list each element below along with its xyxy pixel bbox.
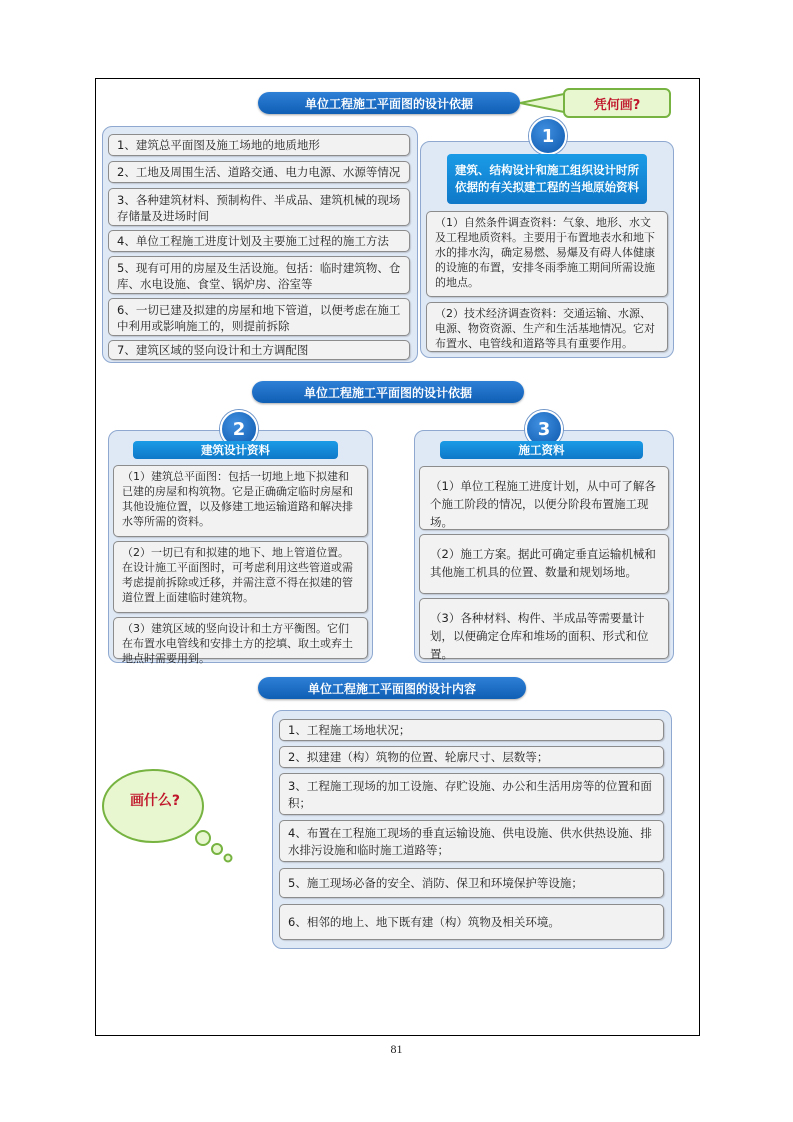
group-3-heading: 施工资料 [440,441,643,459]
section-title-basis-2: 单位工程施工平面图的设计依据 [252,381,524,403]
content-list-item-4: 4、布置在工程施工现场的垂直运输设施、供电设施、供水供热设施、排水排污设施和临时施工道路等； [279,820,664,862]
callout-how-to-draw: 凭何画? [563,88,671,118]
thought-cloud-icon [98,758,238,878]
group-2-heading: 建筑设计资料 [133,441,338,459]
callout-pointer [520,92,566,114]
group-3-item-2: （2）施工方案。据此可确定垂直运输机械和其他施工机具的位置、数量和规划场地。 [419,534,669,594]
group-1-item-1: （1）自然条件调查资料：气象、地形、水文及工程地质资料。主要用于布置地表水和地下水的排水沟，确定易燃、易爆及有碍人体健康的设施的布置，安排冬雨季施工期间所需设施的地点。 [426,211,668,297]
left-list-item-3: 3、各种建筑材料、预制构件、半成品、建筑机械的现场存储量及进场时间 [108,188,410,226]
content-list-item-2: 2、拟建建（构）筑物的位置、轮廓尺寸、层数等； [279,746,664,768]
left-list-item-4: 4、单位工程施工进度计划及主要施工过程的施工方法 [108,230,410,252]
content-list-item-1: 1、工程施工场地状况； [279,719,664,741]
content-list-item-6: 6、相邻的地上、地下既有建（构）筑物及相关环境。 [279,904,664,940]
group-1-item-2: （2）技术经济调查资料：交通运输、水源、电源、物资资源、生产和生活基地情况。它对布置水、电管线和道路等具有重要作用。 [426,302,668,352]
group-1-number-badge: 1 [529,117,567,155]
group-3-item-1: （1）单位工程施工进度计划，从中可了解各个施工阶段的情况，以便分阶段布置施工现场。 [419,466,669,530]
page-number: 81 [390,1042,403,1056]
group-3-item-3: （3）各种材料、构件、半成品等需要量计划，以便确定仓库和堆场的面积、形式和位置。 [419,598,669,659]
left-list-item-5: 5、现有可用的房屋及生活设施。包括：临时建筑物、仓库、水电设施、食堂、锅炉房、浴室等 [108,256,410,294]
content-list-item-3: 3、工程施工现场的加工设施、存贮设施、办公和生活用房等的位置和面积； [279,773,664,815]
left-list-item-2: 2、工地及周围生活、道路交通、电力电源、水源等情况 [108,161,410,183]
group-1-heading: 建筑、结构设计和施工组织设计时所依据的有关拟建工程的当地原始资料 [447,154,647,204]
section-title-basis-1: 单位工程施工平面图的设计依据 [258,92,520,114]
group-3-number-badge: 3 [525,410,563,448]
content-list-item-5: 5、施工现场必备的安全、消防、保卫和环境保护等设施； [279,868,664,898]
group-2-number-badge: 2 [220,410,258,448]
group-2-item-2: （2）一切已有和拟建的地下、地上管道位置。在设计施工平面图时，可考虑利用这些管道或需考虑提前拆除或迁移，并需注意不得在拟建的管道位置上面建临时建筑物。 [113,541,368,613]
left-list-item-6: 6、一切已建及拟建的房屋和地下管道，以便考虑在施工中利用或影响施工的，则提前拆除 [108,298,410,336]
left-list-item-7: 7、建筑区域的竖向设计和土方调配图 [108,340,410,360]
group-2-item-3: （3）建筑区域的竖向设计和土方平衡图。它们在布置水电管线和安排土方的挖填、取土或弃土地点时需要用到。 [113,617,368,659]
section-title-content: 单位工程施工平面图的设计内容 [258,677,526,699]
callout-what-to-draw: 画什么? [129,793,181,809]
left-list-item-1: 1、建筑总平面图及施工场地的地质地形 [108,134,410,156]
group-2-item-1: （1）建筑总平面图：包括一切地上地下拟建和已建的房屋和构筑物。它是正确确定临时房屋和其他设施位置，以及修建工地运输道路和解决排水等所需的资料。 [113,465,368,537]
